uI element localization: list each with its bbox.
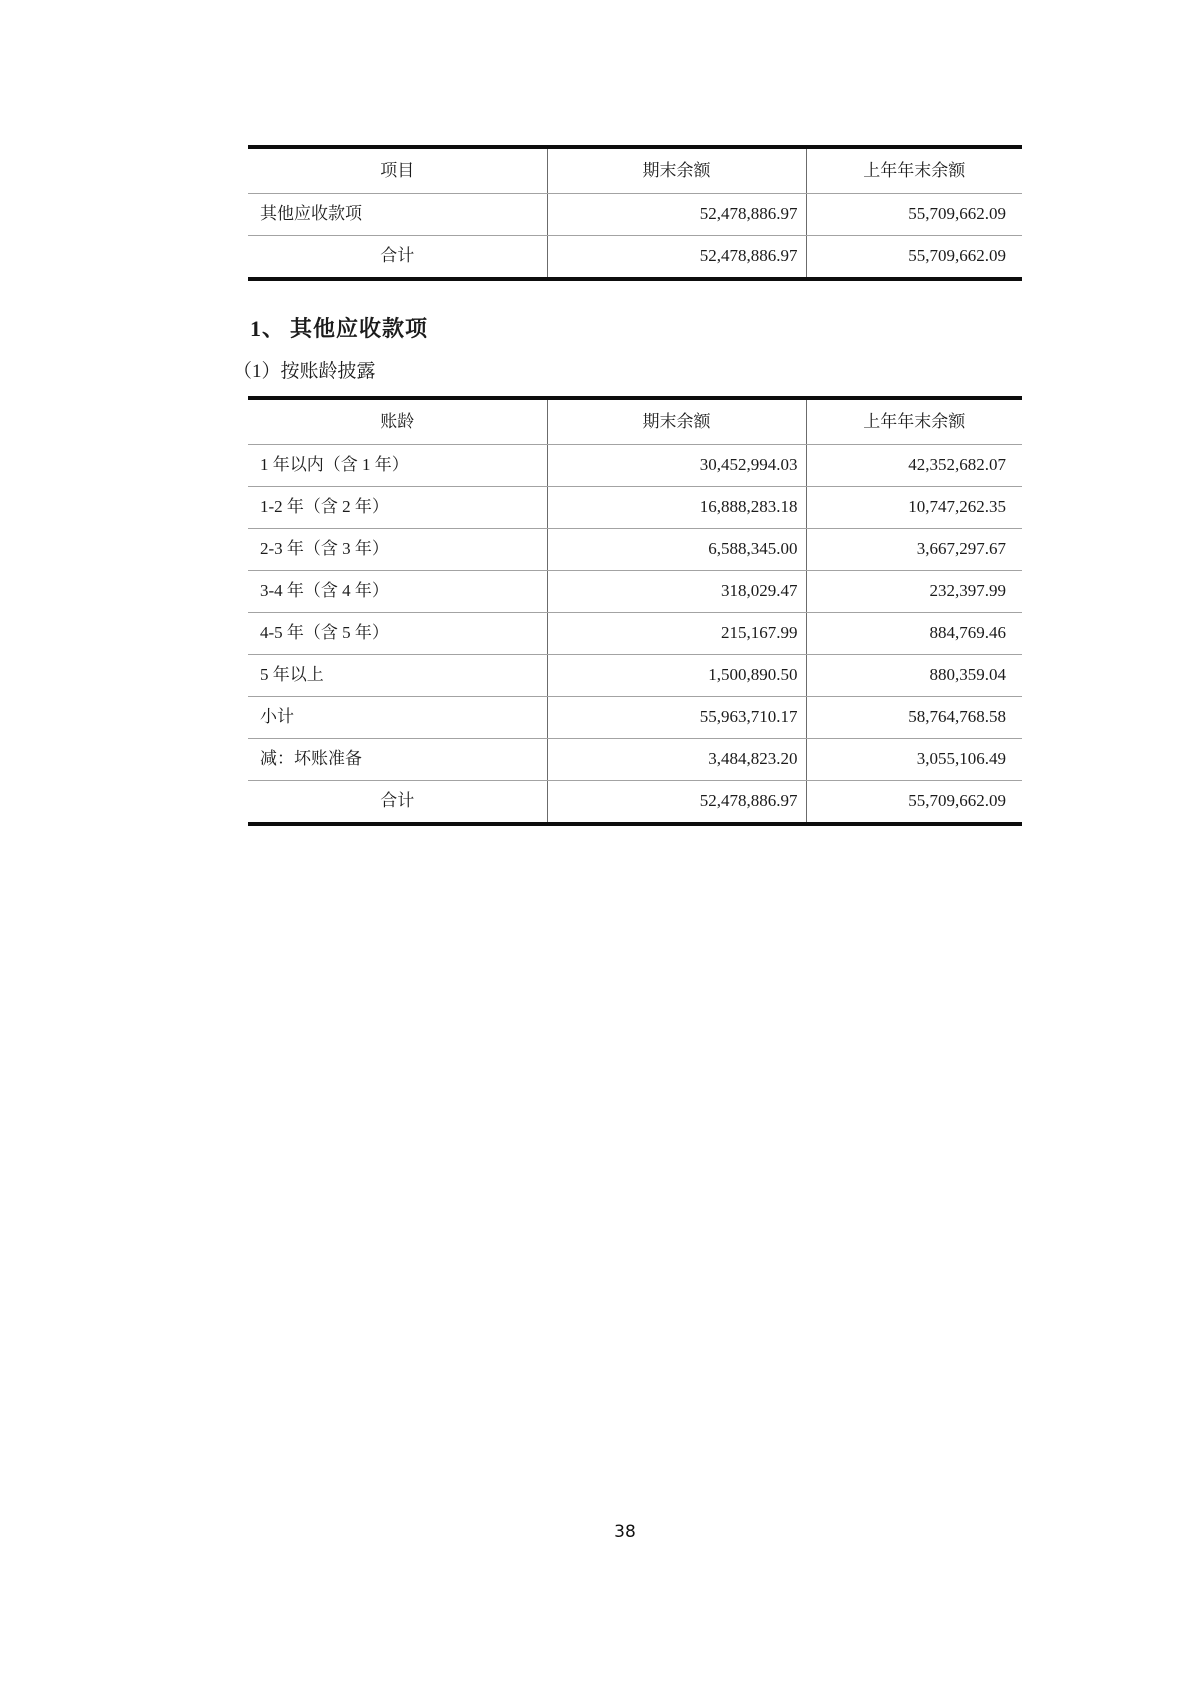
table-header-row: [248, 398, 1022, 445]
closing-balance-value: 30,452,994.03: [547, 445, 806, 487]
prior-year-balance-total: 55,709,662.09: [806, 781, 1022, 825]
closing-balance-total: 52,478,886.97: [547, 781, 806, 825]
closing-balance-value: 3,484,823.20: [547, 739, 806, 781]
closing-balance-value: 52,478,886.97: [547, 194, 806, 236]
header-closing-balance: 期末余额: [547, 147, 806, 194]
prior-year-balance-subtotal: 58,764,768.58: [806, 697, 1022, 739]
prior-year-balance-total: 55,709,662.09: [806, 236, 1022, 280]
header-prior-year-balance: 上年年末余额: [806, 398, 1022, 445]
summary-table: [248, 145, 1022, 281]
section-number: 1、: [250, 316, 286, 341]
row-label: 2-3 年（含 3 年）: [248, 529, 547, 571]
subsection-label: （1）按账龄披露: [233, 361, 376, 382]
table-row: [248, 613, 1022, 655]
row-label: 1-2 年（含 2 年）: [248, 487, 547, 529]
closing-balance-value: 1,500,890.50: [547, 655, 806, 697]
prior-year-balance-value: 232,397.99: [806, 571, 1022, 613]
header-aging: 账龄: [248, 398, 547, 445]
header-item: 项目: [248, 147, 547, 194]
section-title: 其他应收款项: [290, 316, 429, 341]
table-row: [248, 655, 1022, 697]
table-total-row: [248, 236, 1022, 280]
closing-balance-total: 52,478,886.97: [547, 236, 806, 280]
prior-year-balance-value: 42,352,682.07: [806, 445, 1022, 487]
prior-year-balance-value: 10,747,262.35: [806, 487, 1022, 529]
table-total-row: [248, 781, 1022, 825]
prior-year-balance-value: 884,769.46: [806, 613, 1022, 655]
table-subtotal-row: [248, 697, 1022, 739]
page-footer: [0, 1522, 1200, 1542]
row-label: 4-5 年（含 5 年）: [248, 613, 547, 655]
table-row: [248, 194, 1022, 236]
page-number: 38: [614, 1522, 636, 1542]
row-label: 5 年以上: [248, 655, 547, 697]
table-row: [248, 487, 1022, 529]
subtotal-label: 小计: [248, 697, 547, 739]
aging-table: [248, 396, 1022, 826]
table-row: [248, 529, 1022, 571]
row-label: 减：坏账准备: [248, 739, 547, 781]
table-header-row: [248, 147, 1022, 194]
closing-balance-value: 318,029.47: [547, 571, 806, 613]
table-row: [248, 571, 1022, 613]
table-row: [248, 739, 1022, 781]
header-closing-balance: 期末余额: [547, 398, 806, 445]
prior-year-balance-value: 3,055,106.49: [806, 739, 1022, 781]
header-prior-year-balance: 上年年末余额: [806, 147, 1022, 194]
table-row: [248, 445, 1022, 487]
prior-year-balance-value: 55,709,662.09: [806, 194, 1022, 236]
prior-year-balance-value: 3,667,297.67: [806, 529, 1022, 571]
total-label: 合计: [380, 791, 415, 811]
closing-balance-subtotal: 55,963,710.17: [547, 697, 806, 739]
row-label: 3-4 年（含 4 年）: [248, 571, 547, 613]
section-heading: [250, 312, 428, 343]
row-label: 其他应收款项: [248, 194, 547, 236]
closing-balance-value: 16,888,283.18: [547, 487, 806, 529]
prior-year-balance-value: 880,359.04: [806, 655, 1022, 697]
closing-balance-value: 215,167.99: [547, 613, 806, 655]
total-label: 合计: [380, 246, 415, 266]
closing-balance-value: 6,588,345.00: [547, 529, 806, 571]
row-label: 1 年以内（含 1 年）: [248, 445, 547, 487]
